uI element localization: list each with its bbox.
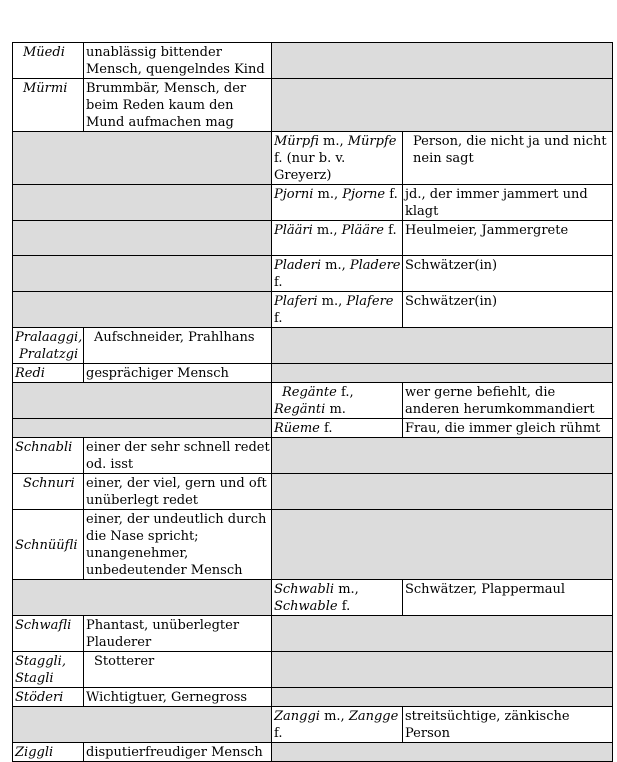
table-row	[13, 580, 613, 616]
definition-cell: einer der sehr schnell redet od. isst	[84, 438, 272, 474]
empty-cell	[272, 652, 613, 688]
empty-cell	[272, 510, 613, 580]
definition-cell: einer, der undeutlich durch die Nase spricht; unangenehmer, unbedeutender Mensch	[84, 510, 272, 580]
table-row	[13, 616, 613, 652]
term-cell: Pjorni m., Pjorne f.	[272, 185, 403, 221]
word-table	[12, 42, 613, 762]
table-row	[13, 688, 613, 707]
empty-cell	[13, 256, 272, 292]
table-row	[13, 364, 613, 383]
empty-cell	[13, 185, 272, 221]
empty-cell	[272, 328, 613, 364]
table-row	[13, 474, 613, 510]
definition-cell: Aufschneider, Prahlhans	[84, 328, 272, 364]
definition-cell: jd., der immer jammert und klagt	[403, 185, 613, 221]
empty-cell	[13, 132, 272, 185]
table-row	[13, 419, 613, 438]
table-row	[13, 43, 613, 79]
empty-cell	[272, 616, 613, 652]
term-cell: Zanggi m., Zangge f.	[272, 707, 403, 743]
empty-cell	[13, 707, 272, 743]
definition-cell: Schwätzer(in)	[403, 292, 613, 328]
table-row	[13, 221, 613, 256]
definition-cell: gesprächiger Mensch	[84, 364, 272, 383]
term-cell: Schwafli	[13, 616, 84, 652]
empty-cell	[13, 383, 272, 419]
term-cell: Schwabli m., Schwable f.	[272, 580, 403, 616]
term-cell: Müedi	[13, 43, 84, 79]
definition-cell: einer, der viel, gern und oft unüberlegt redet	[84, 474, 272, 510]
table-row	[13, 132, 613, 185]
empty-cell	[272, 438, 613, 474]
term-cell: Pralaaggi, Pralatzgi	[13, 328, 84, 364]
term-cell: Schnüüfli	[13, 510, 84, 580]
table-row	[13, 510, 613, 580]
definition-cell: Stotterer	[84, 652, 272, 688]
table-row	[13, 652, 613, 688]
term-cell: Mürpfi m., Mürpfe f. (nur b. v. Greyerz)	[272, 132, 403, 185]
table-row	[13, 438, 613, 474]
definition-cell: Schwätzer(in)	[403, 256, 613, 292]
table-row	[13, 707, 613, 743]
empty-cell	[13, 221, 272, 256]
term-cell: Pladeri m., Pladere f.	[272, 256, 403, 292]
definition-cell: Frau, die immer gleich rühmt	[403, 419, 613, 438]
term-cell: Ziggli	[13, 743, 84, 762]
table-row	[13, 79, 613, 132]
term-cell: Schnabli	[13, 438, 84, 474]
definition-cell: streitsüchtige, zänkische Person	[403, 707, 613, 743]
empty-cell	[272, 743, 613, 762]
definition-cell: wer gerne befiehlt, die anderen herumkommandiert	[403, 383, 613, 419]
term-cell: Mürmi	[13, 79, 84, 132]
definition-cell: disputierfreudiger Mensch	[84, 743, 272, 762]
definition-cell: Heulmeier, Jammergrete	[403, 221, 613, 256]
empty-cell	[272, 43, 613, 79]
definition-cell: Wichtigtuer, Gernegross	[84, 688, 272, 707]
term-cell: Rüeme f.	[272, 419, 403, 438]
term-cell: Plaferi m., Plafere f.	[272, 292, 403, 328]
empty-cell	[13, 292, 272, 328]
definition-cell: Person, die nicht ja und nicht nein sagt	[403, 132, 613, 185]
term-cell: Plääri m., Plääre f.	[272, 221, 403, 256]
term-cell: Stöderi	[13, 688, 84, 707]
definition-cell: Schwätzer, Plappermaul	[403, 580, 613, 616]
empty-cell	[272, 79, 613, 132]
term-cell: Regänte f., Regänti m.	[272, 383, 403, 419]
table-row	[13, 743, 613, 762]
table-row	[13, 292, 613, 328]
table-row	[13, 256, 613, 292]
definition-cell: Phantast, unüberlegter Plauderer	[84, 616, 272, 652]
empty-cell	[13, 580, 272, 616]
table-row	[13, 185, 613, 221]
empty-cell	[272, 474, 613, 510]
definition-cell: Brummbär, Mensch, der beim Reden kaum den Mund aufmachen mag	[84, 79, 272, 132]
term-cell: Schnuri	[13, 474, 84, 510]
term-cell: Redi	[13, 364, 84, 383]
term-cell: Staggli, Stagli	[13, 652, 84, 688]
table-row	[13, 383, 613, 419]
definition-cell: unablässig bittender Mensch, quengelndes Kind	[84, 43, 272, 79]
empty-cell	[13, 419, 272, 438]
table-row	[13, 328, 613, 364]
empty-cell	[272, 364, 613, 383]
empty-cell	[272, 688, 613, 707]
